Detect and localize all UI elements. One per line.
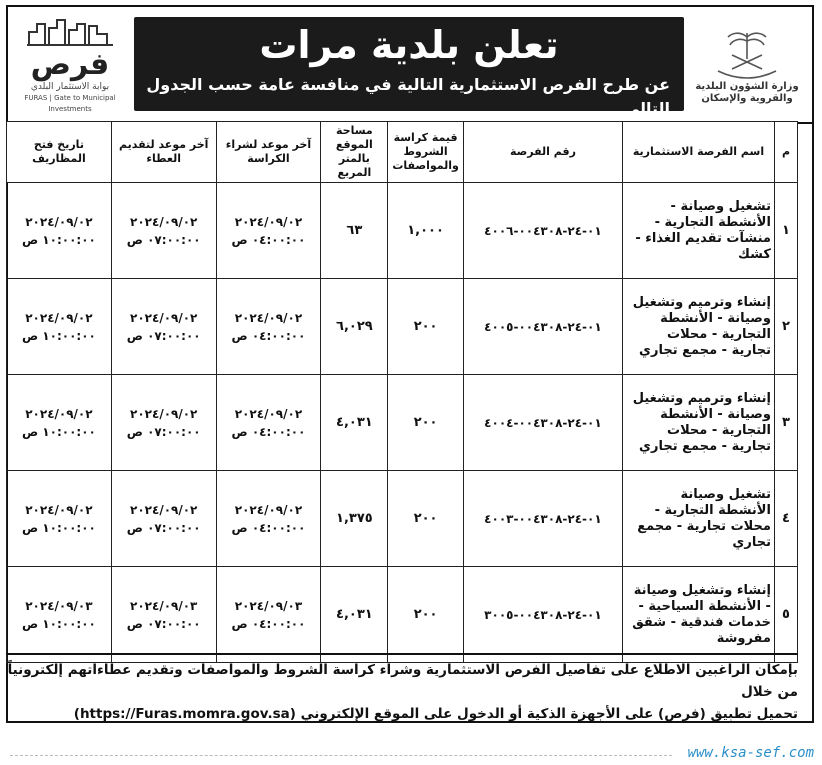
col-header-buy-deadline: آخر موعد لشراء الكراسة <box>216 122 321 183</box>
site-area: ٤,٠٣١ <box>321 567 388 663</box>
page-subtitle: عن طرح الفرص الاستثمارية التالية في منافسة عامة حسب الجدول التالي <box>146 75 670 118</box>
opportunity-name: تشغيل وصيانة - الأنشطة التجارية - منشآت تقديم الغذاء - كشك <box>623 183 775 279</box>
site-area: ٦٣ <box>321 183 388 279</box>
furas-logo <box>14 13 126 116</box>
footer-notice <box>6 653 798 722</box>
table-row <box>7 471 798 567</box>
open-date: ٢٠٢٤/٠٩/٠٣ ١٠:٠٠:٠٠ ص <box>7 567 112 663</box>
submit-deadline: ٢٠٢٤/٠٩/٠٢ ٠٧:٠٠:٠٠ ص <box>111 375 216 471</box>
city-skyline-icon <box>25 14 115 48</box>
footer-line-1: بإمكان الراغبين الاطلاع على تفاصيل الفرص الاستثمارية وشراء كراسة الشروط والمواصفات وتقديم عطاءاتهم إلكترونياً من خلال <box>7 662 798 700</box>
title-banner <box>134 17 684 118</box>
submit-deadline: ٢٠٢٤/٠٩/٠٢ ٠٧:٠٠:٠٠ ص <box>111 279 216 375</box>
opportunity-name: إنشاء وترميم وتشغيل وصيانة - الأنشطة التجارية - محلات تجارية - مجمع تجاري <box>623 279 775 375</box>
col-header-index: م <box>774 122 797 183</box>
table-row <box>7 183 798 279</box>
open-date: ٢٠٢٤/٠٩/٠٢ ١٠:٠٠:٠٠ ص <box>7 279 112 375</box>
table-header-row <box>7 122 798 183</box>
ministry-name-line1: وزارة الشؤون البلدية <box>695 80 799 92</box>
row-index: ٢ <box>774 279 797 375</box>
booklet-price: ٢٠٠ <box>388 471 463 567</box>
page-title: تعلن بلدية مرات <box>259 23 559 67</box>
opportunity-number: ٠١-٢٤-٠٠٤٣٠٨-٤٠٠٤ <box>463 375 622 471</box>
row-index: ٣ <box>774 375 797 471</box>
ministry-name-line2: والقروية والإسكان <box>701 92 793 104</box>
opportunity-number: ٠١-٢٤-٠٠٤٣٠٨-٣٠٠٥ <box>463 567 622 663</box>
opportunities-table <box>6 121 798 663</box>
opportunity-name: إنشاء وتشغيل وصيانة - الأنشطة السياحية - خدمات فندقية - شقق مفروشة <box>623 567 775 663</box>
row-index: ٥ <box>774 567 797 663</box>
col-header-name: اسم الفرصة الاستثمارية <box>623 122 775 183</box>
opportunity-number: ٠١-٢٤-٠٠٤٣٠٨-٤٠٠٣ <box>463 471 622 567</box>
buy-deadline: ٢٠٢٤/٠٩/٠٢ ٠٤:٠٠:٠٠ ص <box>216 183 321 279</box>
col-header-area: مساحة الموقع بالمتر المربع <box>321 122 388 183</box>
submit-deadline: ٢٠٢٤/٠٩/٠٣ ٠٧:٠٠:٠٠ ص <box>111 567 216 663</box>
source-watermark: www.ksa-sef.com <box>687 745 814 761</box>
site-area: ٦,٠٢٩ <box>321 279 388 375</box>
footer-line-2: تحميل تطبيق (فرص) على الأجهزة الذكية أو الدخول على الموقع الإلكتروني (https://Furas.momra.gov.sa) <box>73 706 798 722</box>
col-header-open-date: تاريخ فتح المظاريف <box>7 122 112 183</box>
table-row <box>7 375 798 471</box>
row-index: ٤ <box>774 471 797 567</box>
table-row <box>7 567 798 663</box>
opportunity-name: إنشاء وترميم وتشغيل وصيانة - الأنشطة التجارية - محلات تجارية - مجمع تجاري <box>623 375 775 471</box>
col-header-number: رقم الفرصة <box>463 122 622 183</box>
furas-caption: بوابة الاستثمار البلدي <box>30 82 110 92</box>
open-date: ٢٠٢٤/٠٩/٠٢ ١٠:٠٠:٠٠ ص <box>7 183 112 279</box>
submit-deadline: ٢٠٢٤/٠٩/٠٢ ٠٧:٠٠:٠٠ ص <box>111 183 216 279</box>
ministry-logo <box>686 13 808 116</box>
submit-deadline: ٢٠٢٤/٠٩/٠٢ ٠٧:٠٠:٠٠ ص <box>111 471 216 567</box>
open-date: ٢٠٢٤/٠٩/٠٢ ١٠:٠٠:٠٠ ص <box>7 375 112 471</box>
buy-deadline: ٢٠٢٤/٠٩/٠٢ ٠٤:٠٠:٠٠ ص <box>216 375 321 471</box>
opportunity-number: ٠١-٢٤-٠٠٤٣٠٨-٤٠٠٦ <box>463 183 622 279</box>
opportunity-number: ٠١-٢٤-٠٠٤٣٠٨-٤٠٠٥ <box>463 279 622 375</box>
furas-caption-en: FURAS | Gate to Municipal Investments <box>24 94 116 113</box>
header <box>8 7 812 124</box>
buy-deadline: ٢٠٢٤/٠٩/٠٣ ٠٤:٠٠:٠٠ ص <box>216 567 321 663</box>
booklet-price: ١,٠٠٠ <box>388 183 463 279</box>
open-date: ٢٠٢٤/٠٩/٠٢ ١٠:٠٠:٠٠ ص <box>7 471 112 567</box>
col-header-price: قيمة كراسة الشروط والمواصفات <box>388 122 463 183</box>
booklet-price: ٢٠٠ <box>388 567 463 663</box>
col-header-submit-deadline: آخر موعد لتقديم العطاء <box>111 122 216 183</box>
palm-swords-emblem-icon <box>712 25 782 81</box>
booklet-price: ٢٠٠ <box>388 375 463 471</box>
booklet-price: ٢٠٠ <box>388 279 463 375</box>
table-row <box>7 279 798 375</box>
buy-deadline: ٢٠٢٤/٠٩/٠٢ ٠٤:٠٠:٠٠ ص <box>216 471 321 567</box>
site-area: ٤,٠٣١ <box>321 375 388 471</box>
furas-wordmark: فرص <box>30 47 110 82</box>
row-index: ١ <box>774 183 797 279</box>
buy-deadline: ٢٠٢٤/٠٩/٠٢ ٠٤:٠٠:٠٠ ص <box>216 279 321 375</box>
divider <box>10 755 672 756</box>
opportunity-name: تشغيل وصيانة الأنشطة التجارية - محلات تجارية - مجمع تجاري <box>623 471 775 567</box>
site-area: ١,٣٧٥ <box>321 471 388 567</box>
